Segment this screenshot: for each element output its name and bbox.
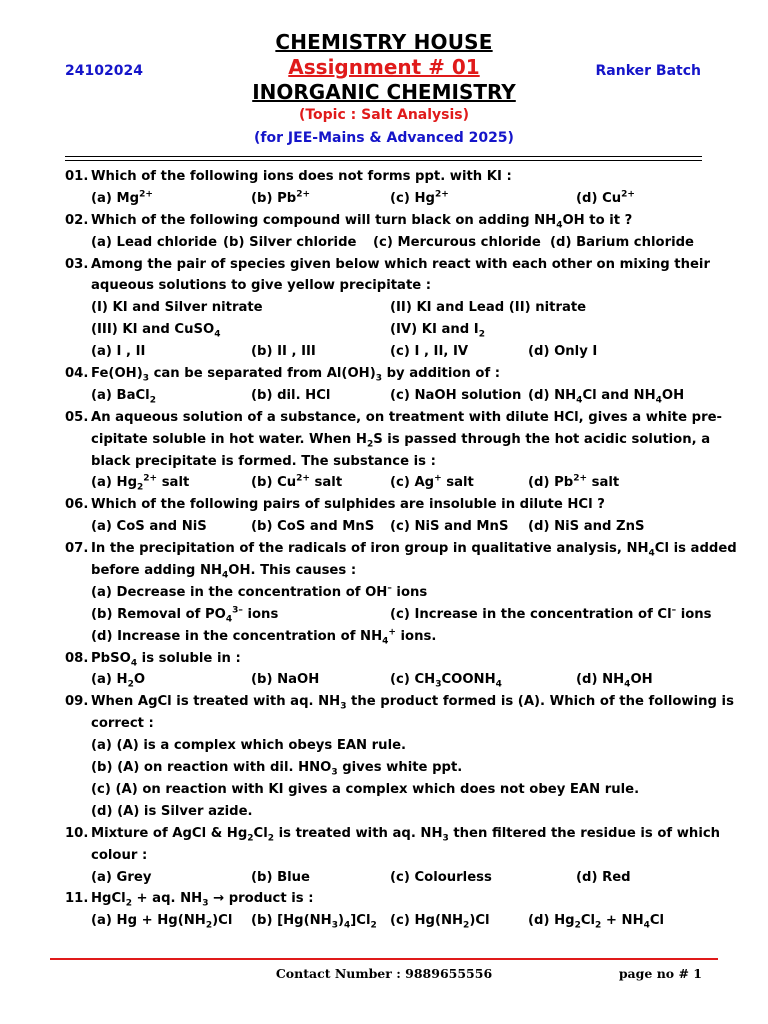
option-d: (d) Red [576,869,631,885]
option-d: (d) (A) is Silver azide. [91,803,253,819]
footer-divider [50,958,718,960]
header-divider [65,156,702,161]
question-number: 05. [65,409,89,425]
option-a-row [65,735,705,757]
question-text: In the precipitation of the radicals of iron group in qualitative analysis, $NH_4Cl$ is added [91,541,737,559]
question-number: 09. [65,694,89,710]
options-row [65,188,705,210]
question-3 [65,254,710,276]
option-c: (c) (A) on reaction with KI gives a complex which does not obey EAN rule. [91,781,640,797]
question-text: Which of the following pairs of sulphides are insoluble in dilute HCl ? [91,497,605,513]
date-label: 24102024 [65,63,143,79]
option-d: (d) $NH_4OH$ [576,672,653,691]
topic-label: (Topic : Salt Analysis) [298,107,470,123]
option-a: (a) $Hg + Hg(NH_2)Cl$ [91,913,233,931]
option-a: (a) BaCl$_2$ [91,387,156,406]
options-row [65,232,705,254]
question-5 [65,407,723,429]
pair-3: (III) KI and CuSO$_4$ [91,322,221,340]
option-b: (b) $[Hg(NH_3)_4]Cl_2$ [251,913,377,931]
option-a: (a) (A) is a complex which obeys EAN rule. [91,738,407,754]
question-text-cont: correct : [91,716,154,732]
option-c: (c) $CH_3COONH_4$ [390,672,502,691]
option-a: (a) CoS and NiS [91,519,207,535]
option-c-row [65,779,705,801]
option-b: (b) Silver chloride [223,234,357,250]
institute-title: CHEMISTRY HOUSE [275,30,493,54]
option-a: (a) Grey [91,869,152,885]
options-row [65,604,712,626]
pairs-row [65,319,705,341]
option-c: (c) $Hg(NH_2)Cl$ [390,913,490,931]
option-a: (a) $Mg^{2+}$ [91,189,153,206]
question-7 [65,538,737,560]
batch-label: Ranker Batch [595,63,701,79]
question-11 [65,888,705,910]
option-b: (b) CoS and MnS [251,519,375,535]
question-1 [65,166,705,188]
question-number: 07. [65,541,89,557]
pair-2: (II) KI and Lead (II) nitrate [390,300,587,316]
option-c: (c) Colourless [390,869,492,885]
option-a: (a) Decrease in the concentration of OH– ions [91,583,428,600]
question-number: 06. [65,497,89,513]
options-row [65,385,705,407]
question-number: 10. [65,825,89,841]
exam-label: (for JEE-Mains & Advanced 2025) [254,130,514,146]
question-text: HgCl$_2$ + aq. $NH_3$ → product is : [91,891,314,910]
option-b: (b) dil. HCl [251,387,331,403]
question-number: 04. [65,366,89,382]
option-c: (c) NaOH solution [390,387,522,403]
options-row [65,669,705,691]
option-c: (c) $Hg^{2+}$ [390,189,449,206]
question-2 [65,210,705,232]
question-number: 11. [65,891,89,907]
option-d: (d) Increase in the concentration of $NH_4^+$ ions. [91,627,437,647]
question-text: An aqueous solution of a substance, on treatment with dilute HCl, gives a white pre- [91,409,723,425]
contact-number: Contact Number : 9889655556 [275,966,493,981]
option-c: (c) Increase in the concentration of Cl– ions [390,605,712,622]
option-b: (b) $Cu^{2+}$ salt [251,474,343,491]
page-number: page no # 1 [618,966,702,981]
option-d-row [65,801,705,823]
pair-1: (I) KI and Silver nitrate [91,300,263,316]
option-b: (b) II , III [251,344,316,360]
question-number: 03. [65,256,89,272]
option-b: (b) Blue [251,869,310,885]
option-d: (d) NiS and ZnS [528,519,645,535]
question-number: 02. [65,212,89,228]
option-d: (d) Only I [528,344,598,360]
question-text: Which of the following compound will turn black on adding $NH_4OH$ to it ? [91,212,633,231]
option-a: (a) I , II [91,344,146,360]
question-text-cont: colour : [91,847,148,863]
assignment-title: Assignment # 01 [288,55,480,79]
option-d: (d) $Cu^{2+}$ [576,189,635,206]
option-d: (d) $Pb^{2+}$ salt [528,474,620,491]
question-text-cont: before adding $NH_4OH$. This causes : [91,563,357,581]
pair-4: (IV) KI and $I_2$ [390,322,485,340]
options-row [65,341,705,363]
subject-title: INORGANIC CHEMISTRY [252,80,516,104]
option-a: (a) $Hg_2^{2+}$ salt [91,474,190,494]
option-c: (c) Mercurous chloride [373,234,541,250]
question-text: $Fe(OH)_3$ can be separated from $Al(OH)_3$ by addition of : [91,366,501,384]
question-9 [65,691,734,713]
question-text: Among the pair of species given below which react with each other on mixing their [91,256,710,272]
question-4 [65,363,705,385]
options-row [65,516,705,538]
question-text: Mixture of AgCl & $Hg_2Cl_2$ is treated with aq. $NH_3$ then filtered the residue is of which [91,825,721,844]
question-text-cont: cipitate soluble in hot water. When $H_2S$ is passed through the hot acidic solution, a [91,431,711,450]
option-b: (b) Removal of $PO_4^{3-}$ ions [91,605,279,625]
option-b: (b) $Pb^{2+}$ [251,189,311,206]
option-a: (a) $H_2O$ [91,672,146,691]
question-10 [65,823,721,845]
option-b-row [65,757,705,779]
question-number: 01. [65,169,89,184]
option-c: (c) Ag+ salt [390,474,474,491]
option-c: (c) NiS and MnS [390,519,509,535]
option-a-row [65,582,705,604]
options-row [65,910,705,932]
question-8 [65,648,705,670]
option-a: (a) Lead chloride [91,234,218,250]
option-c: (c) I , II, IV [390,344,469,360]
question-text-cont: black precipitate is formed. The substance is : [91,453,436,469]
question-6 [65,494,705,516]
question-number: 08. [65,650,89,666]
options-row [65,472,705,494]
option-b: (b) NaOH [251,672,320,688]
question-text: Which of the following ions does not forms ppt. with KI : [91,169,512,184]
option-b: (b) (A) on reaction with dil. $HNO_3$ gives white ppt. [91,760,463,778]
question-text-cont: aqueous solutions to give yellow precipitate : [91,278,432,294]
question-list [65,166,737,932]
question-text: When AgCl is treated with aq. $NH_3$ the product formed is (A). Which of the following is [91,694,734,713]
option-d-row [65,626,705,648]
options-row [65,867,705,889]
pairs-row [65,297,705,319]
option-d: (d) $Hg_2Cl_2 + NH_4Cl$ [528,913,665,931]
option-d: (d) $NH_4Cl$ and $NH_4OH$ [528,387,685,406]
option-d: (d) Barium chloride [550,234,694,250]
question-text: PbSO$_4$ is soluble in : [91,650,241,669]
